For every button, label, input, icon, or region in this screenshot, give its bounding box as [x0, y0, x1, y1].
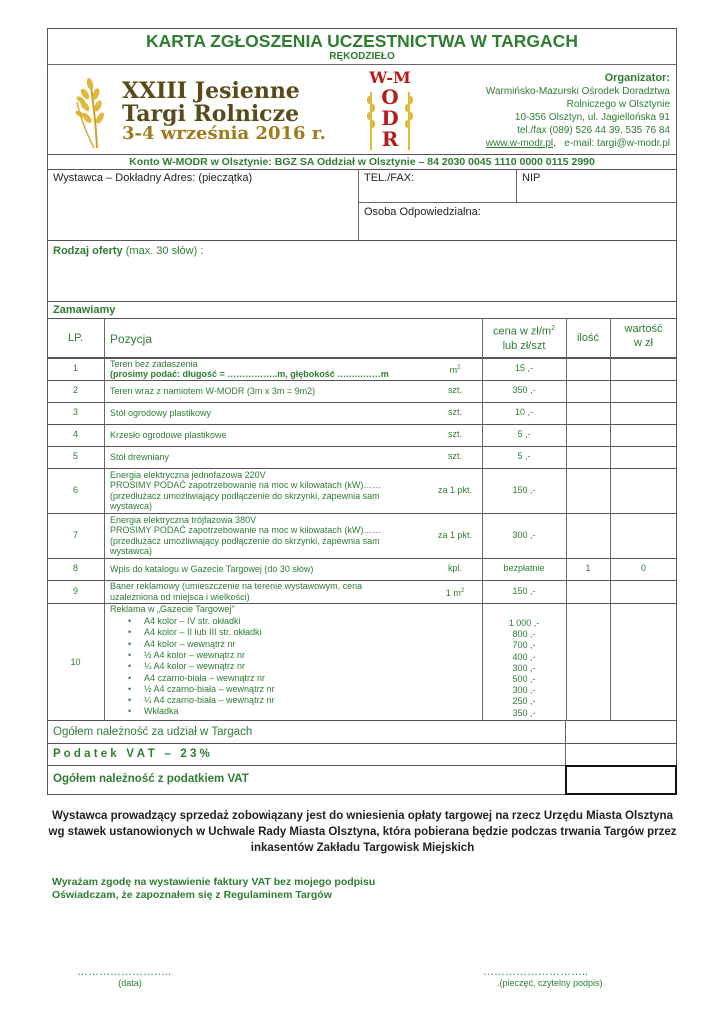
col-price-line2: lub zł/szt [502, 339, 546, 352]
row-unit [420, 363, 490, 376]
form-title: KARTA ZGŁOSZENIA UCZESTNICTWA W TARGACH [146, 31, 578, 51]
total-vat-label: Ogółem należność z podatkiem VAT [53, 773, 249, 785]
bullet-icon: • [128, 672, 132, 683]
bullet-icon: • [128, 695, 132, 706]
row-lp: 1 [72, 363, 78, 373]
row-description: wystawca) [110, 501, 153, 511]
wmodr-letter: O [381, 85, 399, 109]
wmodr-logo [360, 68, 420, 152]
fair-name-line2: Targi Rolnicze [122, 101, 300, 127]
row-unit [420, 385, 490, 396]
row-value-input[interactable] [610, 530, 677, 541]
col-price-sup: 2 [551, 325, 555, 332]
ad-option [128, 627, 262, 638]
col-value-line2: w zł [634, 337, 653, 349]
fee-notice-line: Wystawca prowadzący sprzedaż zobowiązany jest do wniesienia opłaty targowej na rzecz Urzędu Miasta Olsztyna [52, 810, 673, 822]
bullet-icon: • [128, 706, 132, 717]
divider [482, 318, 483, 358]
organizer-label: Organizator: [604, 72, 670, 84]
divider [358, 169, 359, 241]
row-price: 350 ,- [512, 385, 536, 395]
row-price: 5 ,- [517, 451, 531, 461]
row-description: Stół drewniany [110, 451, 170, 462]
total-label: Ogółem należność za udział w Targach [53, 726, 253, 738]
row-value-input[interactable] [610, 451, 677, 462]
row-description: (przedłużacz umożliwiający podłączenie do skrzynki, zapewnia sam [110, 490, 380, 501]
row-qty-input[interactable] [566, 530, 610, 541]
organizer-line: Warmińsko-Mazurski Ośrodek Doradztwa [485, 86, 670, 97]
ad-option-label: Wkładka [144, 706, 179, 717]
order-label-row [47, 301, 677, 319]
row-unit [420, 586, 490, 599]
date-line[interactable]: …………………….. [77, 966, 172, 978]
row-description: (prosimy podać: długość = ……………..m, głębokość ….…..……m [110, 369, 389, 379]
row-unit [420, 407, 490, 418]
row-price: bezpłatnie [503, 563, 545, 573]
col-lp: LP. [67, 332, 84, 344]
row-lp: 3 [72, 407, 78, 417]
row-unit [420, 485, 490, 496]
col-price-line1: cena w zł/m [493, 325, 552, 338]
bullet-icon: • [128, 616, 132, 626]
row-unit [420, 530, 490, 541]
row-unit [420, 451, 490, 462]
row-description: Krzesło ogrodowe plastikowe [110, 429, 227, 440]
row-description: Teren bez zadaszenia [110, 358, 198, 369]
divider [516, 169, 517, 202]
row-unit-text: m [449, 365, 458, 375]
ad-price: 700 ,- [512, 640, 536, 651]
row-lp: 5 [72, 451, 78, 461]
row-qty-input[interactable] [566, 385, 610, 396]
contact-person-field[interactable]: Osoba Odpowiedzialna: [364, 206, 481, 218]
signature-line[interactable]: ……………………….. [483, 966, 589, 978]
website-link[interactable]: www.w-modr.pl [485, 138, 554, 149]
ad-option-label: A4 kolor – wewnątrz nr [144, 638, 236, 649]
row-lp: 10 [70, 657, 81, 667]
row-unit-text: za 1 pkt. [437, 529, 473, 540]
row-lp: 2 [72, 385, 78, 395]
row-description: wystawca) [110, 546, 153, 556]
tel-fax-field[interactable]: TEL./FAX: [364, 172, 415, 184]
vat-label: P o d a t e k V A T – 2 3 % [53, 748, 210, 760]
order-label: Zamawiamy [53, 304, 116, 316]
bank-account: Konto W-MODR w Olsztynie: BGZ SA Oddział w Olsztynie – 84 2030 0045 1110 0000 0115 2990 [129, 156, 595, 168]
fee-notice-line: inkasentów Zakładu Targowisk Miejskich [250, 842, 475, 854]
exhibitor-address-field[interactable]: Wystawca – Dokładny Adres: (pieczątka) [53, 172, 253, 184]
row-qty-input[interactable] [566, 485, 610, 496]
ad-option [128, 695, 275, 706]
row-price: 5 ,- [517, 429, 531, 439]
offer-type-label [53, 245, 203, 257]
row-unit [420, 429, 490, 440]
fee-notice-line: wg stawek ustanowionych w Uchwale Rady Miasta Olsztyna, która pobierana będzie podczas trwania Targów przez [48, 826, 677, 838]
bullet-icon: • [128, 683, 132, 694]
header-divider [47, 64, 677, 65]
row-description: Teren wraz z namiotem W-MODR (3m x 3m = 9m2) [110, 385, 316, 396]
ad-option-label: A4 kolor – IV str. okładki [144, 616, 241, 626]
row-qty-input[interactable] [566, 407, 610, 418]
row-qty-input[interactable] [566, 451, 610, 462]
row-unit-text: szt. [447, 407, 462, 417]
col-qty: ilość [576, 332, 599, 344]
row-value-input[interactable] [610, 363, 677, 374]
ad-price: 400 ,- [512, 651, 536, 662]
row-unit-text: za 1 pkt. [437, 484, 473, 495]
row-value-input[interactable] [610, 429, 677, 440]
row-lp: 7 [72, 529, 78, 540]
ad-option-label: ¼ A4 czarno-biała – wewnątrz nr [144, 695, 275, 706]
row-lp: 4 [72, 429, 78, 439]
ad-option [128, 616, 241, 627]
ad-price: 300 ,- [512, 685, 536, 696]
divider [104, 318, 105, 358]
row-unit-text: kpl. [447, 563, 462, 573]
ad-price: 300 ,- [512, 662, 536, 673]
ad-option [128, 706, 179, 717]
row-price: 150 ,- [512, 585, 536, 596]
row-unit-sup: 2 [457, 365, 461, 371]
col-price [482, 322, 566, 353]
fair-name-line1: XXIII Jesienne [122, 78, 300, 104]
wmodr-letter: D [381, 106, 399, 130]
row-value-input[interactable] [610, 485, 677, 496]
organizer-line: tel./fax (089) 526 44 39, 535 76 84 [517, 125, 670, 136]
total-vat-input[interactable] [565, 765, 677, 795]
date-label: (data) [118, 978, 142, 988]
bullet-icon: • [128, 661, 132, 672]
row-value-input[interactable] [610, 385, 677, 396]
row-lp: 9 [72, 585, 78, 596]
row-description: Energia elektryczna trójfazowa 380V [110, 514, 257, 525]
row-price: 10 ,- [514, 407, 533, 417]
row-description: Stół ogrodowy plastikowy [110, 407, 212, 418]
ad-price: 1 000 ,- [508, 618, 540, 628]
organizer-contact: www.w-modr.pl, e-mail: targi@w-modr.pl [485, 138, 670, 149]
fair-dates: 3-4 września 2016 r. [122, 123, 326, 144]
bullet-icon: • [128, 627, 132, 638]
ad-option [128, 673, 265, 684]
row-value-input[interactable]: 0 [640, 563, 646, 573]
consent-invoice: Wyrażam zgodę na wystawienie faktury VAT bez mojego podpisu [52, 876, 376, 888]
ad-option-label: ½ A4 czarno-biała – wewnątrz nr [144, 683, 275, 694]
wheat-logo-icon [72, 72, 122, 150]
row-description: Baner reklamowy (umieszczenie na terenie wystawowym, cena [110, 581, 363, 591]
nip-field[interactable]: NIP [522, 172, 541, 184]
ad-option-label: A4 czarno-biała – wewnątrz nr [144, 672, 266, 683]
organizer-line: 10-356 Olsztyn, ul. Jagiellońska 91 [514, 112, 670, 123]
ad-price: 800 ,- [512, 629, 536, 640]
row-unit-text: szt. [447, 429, 462, 439]
ad-option [128, 661, 245, 672]
row-unit-text: szt. [447, 385, 462, 395]
row-unit-text: 1 m [445, 587, 461, 598]
row-unit-text: szt. [447, 451, 462, 461]
row-price: 300 ,- [512, 529, 536, 540]
row-description: Energia elektryczna jednofazowa 220V [110, 469, 266, 480]
form-subtitle: RĘKODZIEŁO [329, 51, 395, 62]
row-lp: 8 [72, 563, 78, 573]
divider [358, 202, 677, 203]
row-qty-input[interactable] [566, 363, 610, 374]
ad-price: 350 ,- [512, 707, 536, 718]
row-description: Wpis do katalogu w Gazecie Targowej (do 30 słów) [110, 563, 314, 574]
row-value-input[interactable] [610, 407, 677, 418]
offer-hint: (max. 30 słów) : [125, 245, 204, 257]
row-qty-input[interactable] [566, 586, 610, 597]
ad-option [128, 639, 236, 650]
col-position: Pozycja [110, 332, 153, 346]
wmodr-letter: R [381, 127, 399, 151]
row-price: 15 ,- [514, 363, 533, 373]
wheat-stalk-icon [404, 90, 414, 150]
row-unit [420, 563, 490, 574]
ad-option [128, 650, 245, 661]
organizer-line: Rolniczego w Olsztynie [566, 99, 670, 110]
row-qty-input[interactable] [566, 429, 610, 440]
wmodr-logo-top: W-M [369, 68, 411, 87]
signature-label: .(pieczęć, czytelny podpis) [497, 978, 603, 988]
row-description: (przedłużacz umożliwiający podłączenie do skrzynki, zapewnia sam [110, 535, 380, 546]
ad-option-label: A4 kolor – II lub III str. okładki [144, 627, 262, 638]
row-description: PROSIMY PODAĆ zapotrzebowanie na moc w kilowatach (kW)…… [110, 480, 382, 490]
ad-option [128, 684, 275, 695]
bullet-icon: • [128, 638, 132, 649]
row-description: PROSIMY PODAĆ zapotrzebowanie na moc w kilowatach (kW)…… [110, 525, 382, 535]
row-unit-sup: 2 [460, 587, 465, 594]
row-description: uzależniona od miejsca i wielkości) [110, 591, 250, 602]
row-lp: 6 [72, 484, 78, 495]
consent-regulations: Oświadczam, że zapoznałem się z Regulaminem Targów [52, 889, 332, 901]
row-value-input[interactable] [610, 586, 677, 597]
offer-label: Rodzaj oferty [53, 245, 123, 257]
divider [565, 720, 566, 766]
ad-option-label: ¼ A4 kolor – wewnątrz nr [144, 661, 246, 672]
ad-title: Reklama w „Gazecie Targowej" [110, 604, 235, 614]
row-qty-input[interactable]: 1 [585, 563, 591, 573]
ad-price: 250 ,- [512, 696, 536, 707]
bullet-icon: • [128, 649, 132, 660]
ad-price: 500 ,- [512, 674, 536, 684]
email-text: e-mail: targi@w-modr.pl [564, 138, 670, 149]
ad-option-label: ½ A4 kolor – wewnątrz nr [144, 649, 246, 660]
col-value [610, 322, 677, 350]
row-price: 150 ,- [512, 484, 536, 495]
col-value-line1: wartość [624, 323, 663, 335]
